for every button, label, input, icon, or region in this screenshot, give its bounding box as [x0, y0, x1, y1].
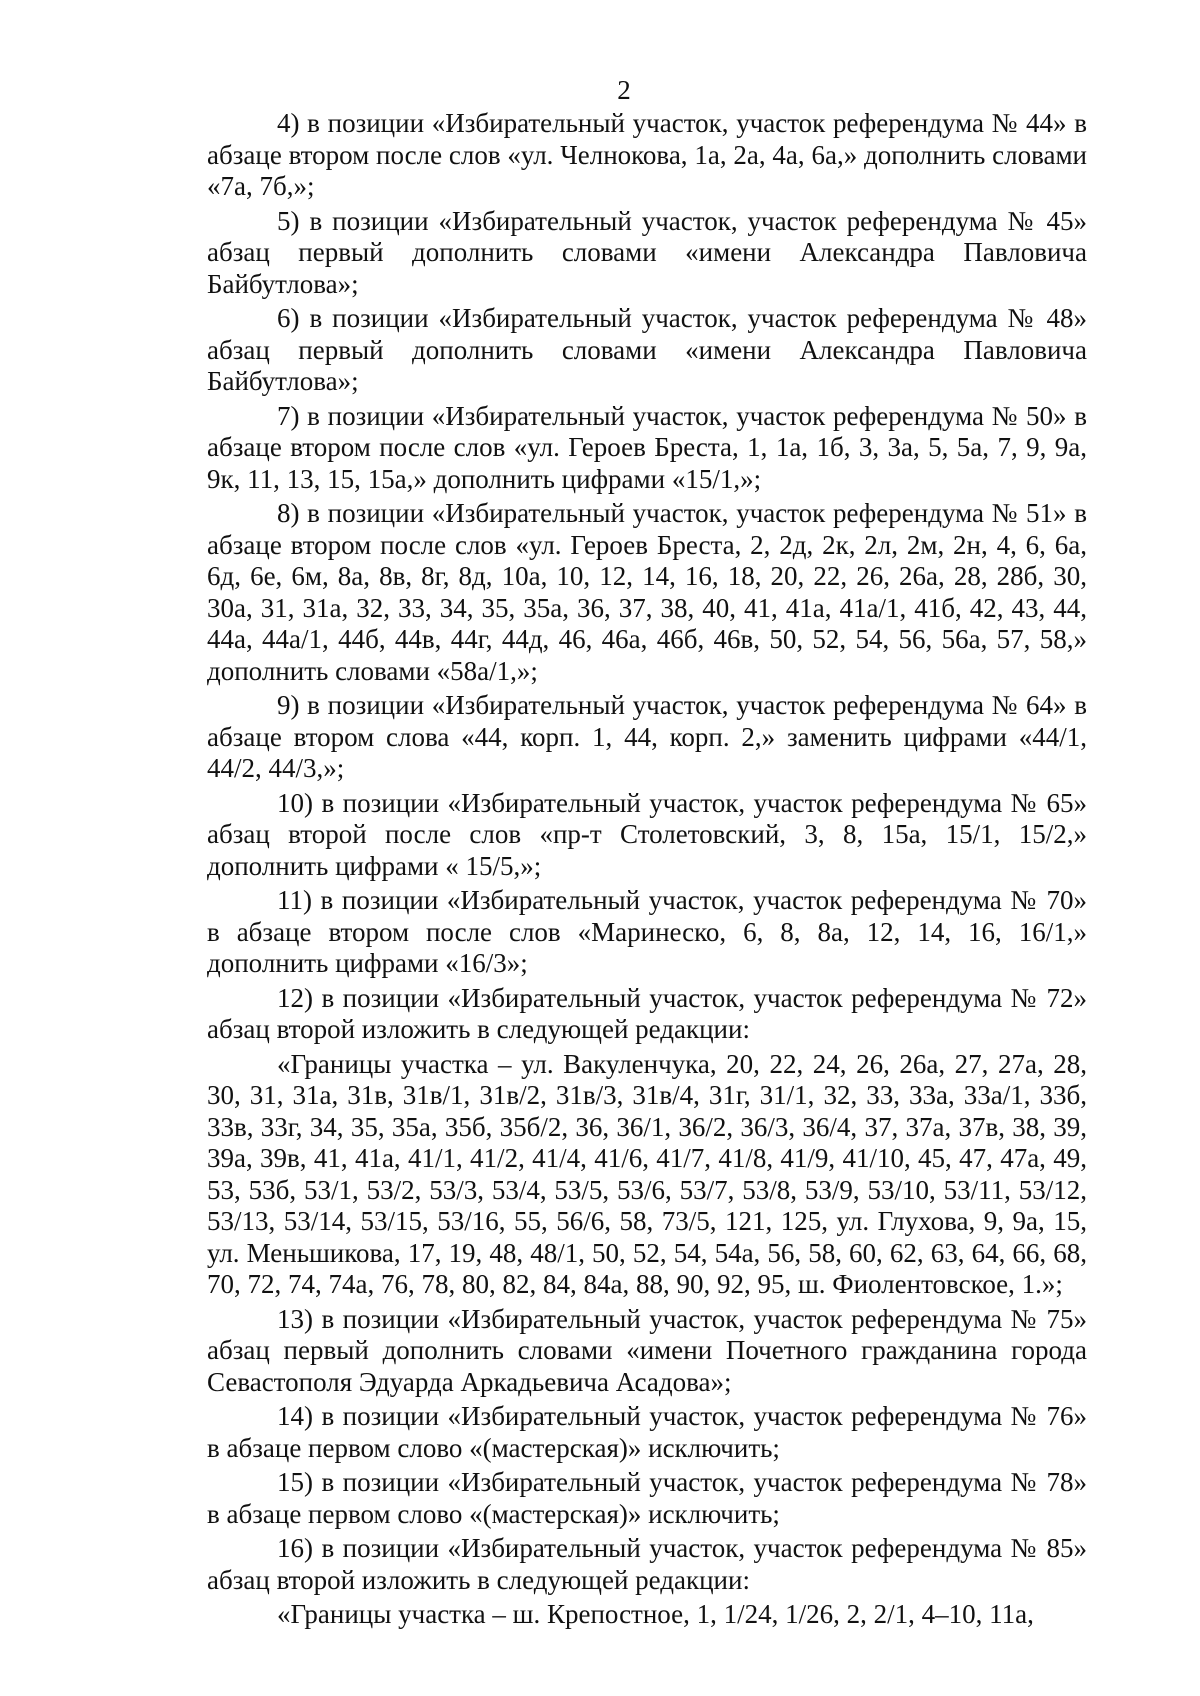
amendment-item-10: 10) в позиции «Избирательный участок, участок референдума № 65» абзац второй после слов «пр-т Столетовский, 3, 8, 15а, 15/1, 15/2,» дополнить цифрами « 15/5,»;	[207, 787, 1087, 881]
amendment-item-9: 9) в позиции «Избирательный участок, участок референдума № 64» в абзаце втором слова «44, корп. 1, 44, корп. 2,» заменить цифрами «44/1, 44/2, 44/3,»;	[207, 690, 1087, 783]
amendment-item-13: 13) в позиции «Избирательный участок, участок референдума № 75» абзац первый дополнить словами «имени Почетного гражданина города Севастополя Эдуарда Аркадьевича Асадова»;	[207, 1303, 1087, 1397]
amendment-item-12-text: «Границы участка – ул. Вакуленчука, 20, 22, 24, 26, 26а, 27, 27а, 28, 30, 31, 31а, 31в, 31в/1, 31в/2, 31в/3, 31в/4, 31г, 31/1, 32, 33, 33а, 33а/1, 33б, 33в, 33г, 34, 35, 35а, 35б, 35б/2, 36, 36/1, 36/2, 36/3, 36/4, 37, 37а, 37в, 38, 39, 39а, 39в, 41, 41а, 41/1, 41/2, 41/4, 41/6, 41/7, 41/8, 41/9, 41/10, 45, 47, 47а, 49, 53, 53б, 53/1, 53/2, 53/3, 53/4, 53/5, 53/6, 53/7, 53/8, 53/9, 53/10, 53/11, 53/12, 53/13, 53/14, 53/15, 53/16, 55, 56/6, 58, 73/5, 121, 125, ул. Глухова, 9, 9а, 15, ул. Меньшикова, 17, 19, 48, 48/1, 50, 52, 54, 54а, 56, 58, 60, 62, 63, 64, 66, 68, 70, 72, 74, 74а, 76, 78, 80, 82, 84, 84а, 88, 90, 92, 95, ш. Фиолентовское, 1.»;	[207, 1048, 1087, 1299]
amendment-item-11: 11) в позиции «Избирательный участок, участок референдума № 70» в абзаце втором после слов «Маринеско, 6, 8, 8а, 12, 14, 16, 16/1,» дополнить цифрами «16/3»;	[207, 885, 1087, 978]
amendment-item-15: 15) в позиции «Избирательный участок, участок референдума № 78» в абзаце первом слово «(мастерская)» исключить;	[207, 1467, 1087, 1529]
amendment-item-14: 14) в позиции «Избирательный участок, участок референдума № 76» в абзаце первом слово «(мастерская)» исключить;	[207, 1401, 1087, 1463]
page-number: 2	[617, 75, 631, 105]
amendment-item-4: 4) в позиции «Избирательный участок, участок референдума № 44» в абзаце втором после слов «ул. Челнокова, 1а, 2а, 4а, 6а,» дополнить словами «7а, 7б,»;	[207, 108, 1087, 201]
amendment-item-16-text: «Границы участка – ш. Крепостное, 1, 1/24, 1/26, 2, 2/1, 4–10, 11а,	[277, 1599, 1034, 1629]
document-body	[207, 108, 1087, 1634]
amendment-item-12: 12) в позиции «Избирательный участок, участок референдума № 72» абзац второй изложить в следующей редакции:	[207, 982, 1087, 1044]
amendment-item-7: 7) в позиции «Избирательный участок, участок референдума № 50» в абзаце втором после слов «ул. Героев Бреста, 1, 1а, 1б, 3, 3а, 5, 5а, 7, 9, 9а, 9к, 11, 13, 15, 15а,» дополнить цифрами «15/1,»;	[207, 400, 1087, 494]
amendment-item-5: 5) в позиции «Избирательный участок, участок референдума № 45» абзац первый дополнить словами «имени Александра Павловича Байбутлова»;	[207, 205, 1087, 299]
amendment-item-8: 8) в позиции «Избирательный участок, участок референдума № 51» в абзаце втором после слов «ул. Героев Бреста, 2, 2д, 2к, 2л, 2м, 2н, 4, 6, 6а, 6д, 6е, 6м, 8а, 8в, 8г, 8д, 10а, 10, 12, 14, 16, 18, 20, 22, 26, 26а, 28, 28б, 30, 30а, 31, 31а, 32, 33, 34, 35, 35а, 36, 37, 38, 40, 41, 41а, 41а/1, 41б, 42, 43, 44, 44а, 44а/1, 44б, 44в, 44г, 44д, 46, 46а, 46б, 46в, 50, 52, 54, 56, 56а, 57, 58,» дополнить словами «58а/1,»;	[207, 498, 1087, 686]
amendment-item-16: 16) в позиции «Избирательный участок, участок референдума № 85» абзац второй изложить в следующей редакции:	[207, 1533, 1087, 1595]
amendment-item-6: 6) в позиции «Избирательный участок, участок референдума № 48» абзац первый дополнить словами «имени Александра Павловича Байбутлова»;	[207, 303, 1087, 396]
